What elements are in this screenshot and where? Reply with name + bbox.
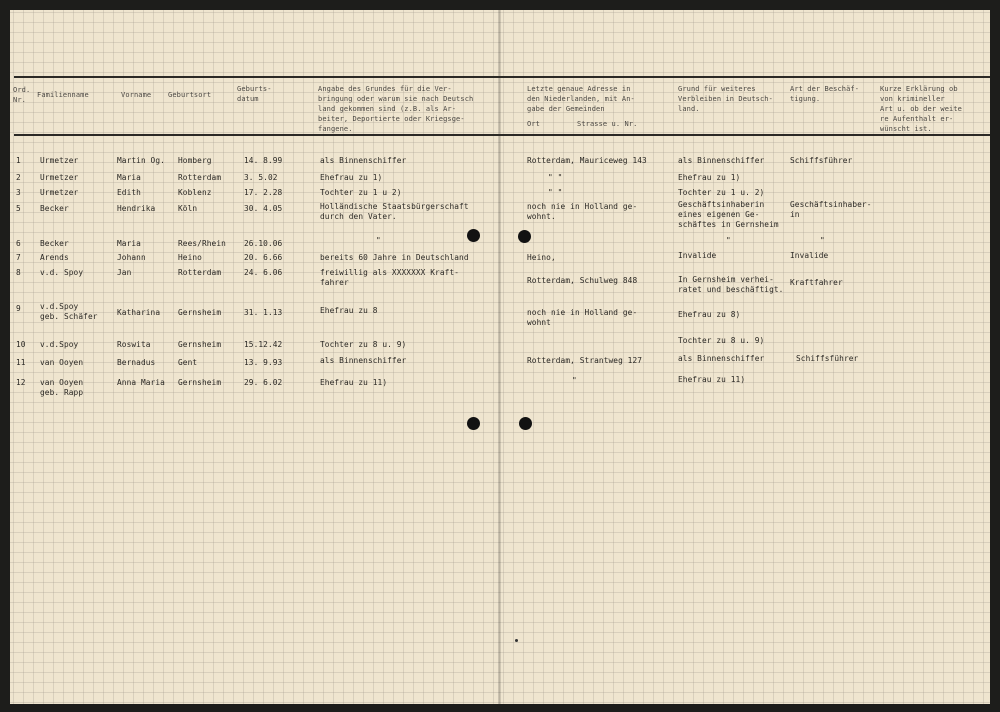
cell-verbleiben: Invalide (678, 251, 717, 260)
cell-geburtsort: Gent (178, 358, 198, 367)
cell-verbleiben: Ehefrau zu 11) (678, 375, 746, 384)
header-erklaerung: Kurze Erklärung ob von krimineller Art u. ob der weite re Aufenthalt er- wünscht ist. (880, 85, 962, 133)
cell-familienname: Urmetzer (40, 173, 79, 182)
cell-familienname: Urmetzer (40, 156, 79, 165)
cell-geburtsort: Gernsheim (178, 378, 222, 387)
cell-vorname: Roswita (117, 340, 151, 349)
cell-geburtsdatum: 14. 8.99 (244, 156, 283, 165)
cell-beschaeftigung: Kraftfahrer (790, 278, 843, 287)
cell-geburtsort: Rotterdam (178, 173, 222, 182)
cell-nr: 3 (16, 188, 21, 197)
cell-geburtsdatum: 31. 1.13 (244, 308, 283, 317)
cell-vorname: Maria (117, 173, 141, 182)
cell-verbleiben: " (726, 236, 731, 245)
header-letzte-adresse: Letzte genaue Adresse in den Niederlanden, mit An- gabe der Gemeinden (527, 85, 635, 113)
cell-beschaeftigung: Schiffsführer (790, 156, 853, 165)
cell-familienname: Arends (40, 253, 69, 262)
cell-beschaeftigung: " (820, 236, 825, 245)
cell-verbleiben: Ehefrau zu 8) (678, 310, 741, 319)
cell-adresse: " " (548, 173, 563, 182)
cell-grund: Tochter zu 8 u. 9) (320, 340, 407, 349)
cell-grund: Ehefrau zu 1) (320, 173, 383, 182)
cell-geburtsort: Gernsheim (178, 340, 222, 349)
header-geburtsort: Geburtsort (168, 91, 212, 99)
header-geburtsdatum: Geburts- datum (237, 85, 272, 103)
header-grund-verbringung: Angabe des Grundes für die Ver- bringung oder warum sie nach Deutsch land gekommen sind (z.B. als Ar- beiter, Deportierte oder Kriegsge- fangene. (318, 85, 474, 133)
cell-geburtsdatum: 26.10.06 (244, 239, 283, 248)
header-strasse: Strasse u. Nr. (577, 120, 638, 128)
punch-hole (519, 417, 532, 430)
cell-familienname: van Ooyen geb. Rapp (40, 378, 84, 397)
cell-familienname: van Ooyen (40, 358, 84, 367)
cell-nr: 11 (16, 358, 26, 367)
header-vorname: Vorname (121, 91, 152, 99)
cell-nr: 9 (16, 304, 21, 313)
cell-vorname: Edith (117, 188, 141, 197)
cell-beschaeftigung: Schiffsführer (796, 354, 859, 363)
cell-familienname: v.d.Spoy geb. Schäfer (40, 302, 98, 321)
cell-familienname: Becker (40, 239, 69, 248)
cell-geburtsdatum: 30. 4.05 (244, 204, 283, 213)
cell-nr: 12 (16, 378, 26, 387)
cell-vorname: Jan (117, 268, 132, 277)
cell-geburtsdatum: 3. 5.02 (244, 173, 278, 182)
cell-grund: freiwillig als XXXXXXX Kraft- fahrer (320, 268, 460, 287)
cell-familienname: Urmetzer (40, 188, 79, 197)
cell-adresse: Heino, (527, 253, 556, 262)
cell-grund: Ehefrau zu 8 (320, 306, 378, 315)
header-ord-nr: Ord. Nr. (13, 86, 31, 104)
cell-geburtsort: Gernsheim (178, 308, 222, 317)
cell-verbleiben: Geschäftsinhaberin eines eigenen Ge- schäftes in Gernsheim (678, 200, 779, 229)
cell-geburtsdatum: 17. 2.28 (244, 188, 283, 197)
cell-adresse: noch nie in Holland ge- wohnt (527, 308, 638, 327)
cell-nr: 5 (16, 204, 21, 213)
header-ort: Ort (527, 120, 540, 128)
cell-adresse: Rotterdam, Mauriceweg 143 (527, 156, 647, 165)
cell-beschaeftigung: Geschäftsinhaber- in (790, 200, 872, 219)
cell-adresse: " (572, 376, 577, 385)
ledger-sheet (10, 10, 990, 704)
punch-hole (467, 229, 480, 242)
cell-geburtsort: Rotterdam (178, 268, 222, 277)
cell-nr: 10 (16, 340, 26, 349)
cell-grund: als Binnenschiffer (320, 156, 407, 165)
cell-vorname: Maria (117, 239, 141, 248)
cell-beschaeftigung: Invalide (790, 251, 829, 260)
cell-grund: Ehefrau zu 11) (320, 378, 388, 387)
cell-adresse: Rotterdam, Schulweg 848 (527, 276, 638, 285)
cell-adresse: noch nie in Holland ge- wohnt. (527, 202, 638, 221)
cell-vorname: Anna Maria (117, 378, 165, 387)
cell-verbleiben: Tochter zu 1 u. 2) (678, 188, 765, 197)
cell-geburtsdatum: 13. 9.93 (244, 358, 283, 367)
cell-grund: als Binnenschiffer (320, 356, 407, 365)
cell-geburtsdatum: 20. 6.66 (244, 253, 283, 262)
header-familienname: Familienname (37, 91, 89, 99)
cell-familienname: v.d. Spoy (40, 268, 84, 277)
cell-geburtsdatum: 24. 6.06 (244, 268, 283, 277)
cell-nr: 7 (16, 253, 21, 262)
header-top-rule (14, 76, 990, 78)
punch-hole (467, 417, 480, 430)
cell-verbleiben: Ehefrau zu 1) (678, 173, 741, 182)
cell-vorname: Hendrika (117, 204, 156, 213)
header-bottom-rule (14, 134, 990, 136)
header-grund-verbleiben: Grund für weiteres Verbleiben in Deutsch- land. (678, 85, 773, 113)
cell-nr: 6 (16, 239, 21, 248)
cell-verbleiben: als Binnenschiffer (678, 354, 765, 363)
cell-verbleiben: als Binnenschiffer (678, 156, 765, 165)
cell-adresse: Rotterdam, Strantweg 127 (527, 356, 643, 365)
cell-familienname: v.d.Spoy (40, 340, 79, 349)
cell-vorname: Katharina (117, 308, 161, 317)
cell-vorname: Bernadus (117, 358, 156, 367)
header-beschaeftigung: Art der Beschäf- tigung. (790, 85, 860, 103)
cell-nr: 2 (16, 173, 21, 182)
cell-verbleiben: Tochter zu 8 u. 9) (678, 336, 765, 345)
cell-nr: 8 (16, 268, 21, 277)
cell-grund: " (376, 236, 381, 245)
cell-geburtsort: Köln (178, 204, 198, 213)
cell-geburtsort: Rees/Rhein (178, 239, 226, 248)
cell-geburtsdatum: 29. 6.02 (244, 378, 283, 387)
cell-grund: Tochter zu 1 u 2) (320, 188, 402, 197)
cell-grund: Holländische Staatsbürgerschaft durch den Vater. (320, 202, 469, 221)
cell-familienname: Becker (40, 204, 69, 213)
ink-dot (515, 639, 518, 642)
cell-adresse: " " (548, 188, 563, 197)
cell-vorname: Martin Og. (117, 156, 165, 165)
cell-geburtsort: Koblenz (178, 188, 212, 197)
cell-geburtsort: Homberg (178, 156, 212, 165)
cell-geburtsdatum: 15.12.42 (244, 340, 283, 349)
cell-nr: 1 (16, 156, 21, 165)
cell-vorname: Johann (117, 253, 146, 262)
cell-geburtsort: Heino (178, 253, 202, 262)
page-fold (498, 10, 501, 704)
punch-hole (518, 230, 531, 243)
cell-grund: bereits 60 Jahre in Deutschland (320, 253, 469, 262)
cell-verbleiben: In Gernsheim verhei- ratet und beschäftigt. (678, 275, 784, 294)
